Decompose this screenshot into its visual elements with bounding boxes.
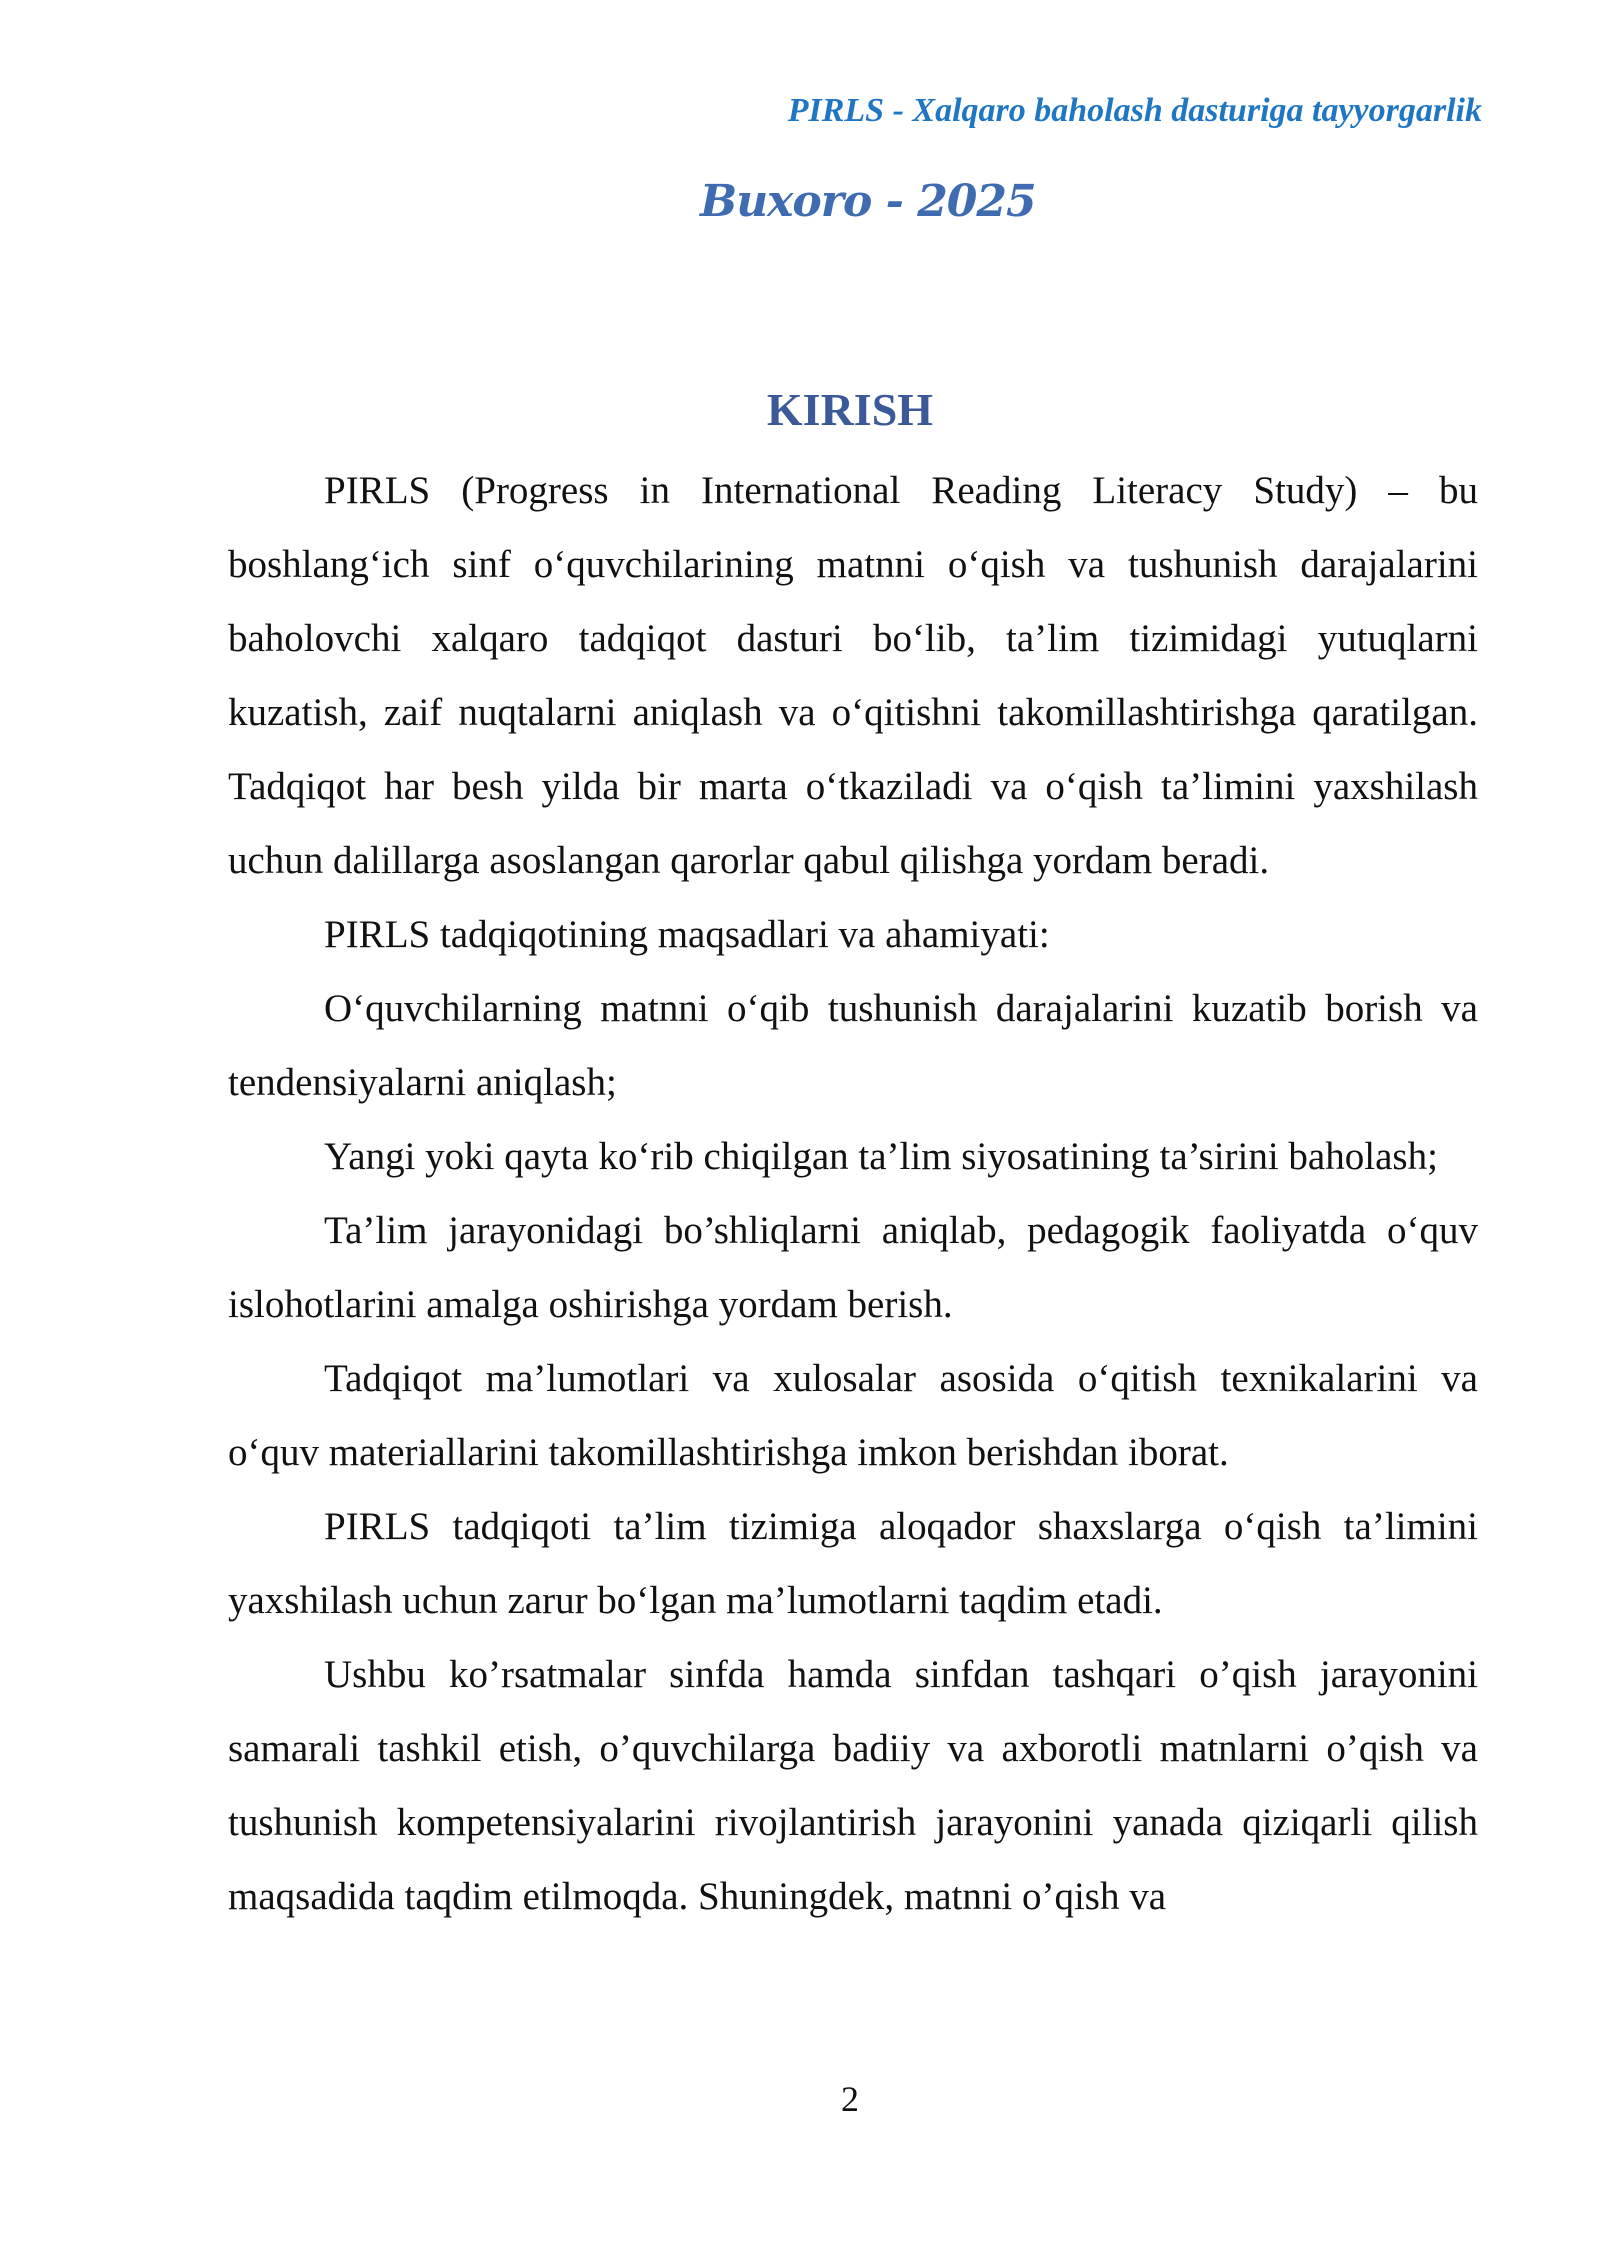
running-header: PIRLS - Xalqaro baholash dasturiga tayyorgarlik xyxy=(787,92,1482,129)
paragraph-guidelines: Ushbu ko’rsatmalar sinfda hamda sinfdan tashqari o’qish jarayonini samarali tashkil etish, o’quvchilarga badiiy va axborotli matnlarni o’qish va tushunish kompetensiyalarini rivojlantirish jarayonini yanada qiziqarli qilish maqsadida taqdim etilmoqda. Shuningdek, matnni o’qish va xyxy=(228,1653,1478,1918)
paragraph-goals-heading: PIRLS tadqiqotining maqsadlari va ahamiyati: xyxy=(324,913,1050,956)
paragraph-intro: PIRLS (Progress in International Reading Literacy Study) – bu boshlang‘ich sinf o‘quvchilarining matnni o‘qish va tushunish darajalarini baholovchi xalqaro tadqiqot dasturi bo‘lib, ta’lim tizimidagi yutuqlarni kuzatish, zaif nuqtalarni aniqlash va o‘qitishni takomillashtirishga qaratilgan. Tadqiqot har besh yilda bir marta o‘tkaziladi va o‘qish ta’limini yaxshilash uchun dalillarga asoslangan qarorlar qabul qilishga yordam beradi. xyxy=(228,469,1478,882)
chapter-title: KIRISH xyxy=(766,383,934,435)
paragraph-goal-monitoring: O‘quvchilarning matnni o‘qib tushunish darajalarini kuzatib borish va tendensiyalarni aniqlash; xyxy=(228,987,1478,1104)
body-text xyxy=(228,454,1478,1934)
paragraph-stakeholders: PIRLS tadqiqoti ta’lim tizimiga aloqador shaxslarga o‘qish ta’limini yaxshilash uchun zarur bo‘lgan ma’lumotlarni taqdim etadi. xyxy=(228,1505,1478,1622)
paragraph-goal-gaps: Ta’lim jarayonidagi bo’shliqlarni aniqlab, pedagogik faoliyatda o‘quv islohotlarini amalga oshirishga yordam berish. xyxy=(228,1209,1478,1326)
paragraph-goal-policy: Yangi yoki qayta ko‘rib chiqilgan ta’lim siyosatining ta’sirini baholash; xyxy=(324,1135,1438,1178)
page-number: 2 xyxy=(841,2079,859,2119)
paragraph-goal-materials: Tadqiqot ma’lumotlari va xulosalar asosida o‘qitish texnikalarini va o‘quv materiallarini takomillashtirishga imkon berishdan iborat. xyxy=(228,1357,1478,1474)
place-year-subheader: Buxoro - 2025 xyxy=(700,176,1036,227)
